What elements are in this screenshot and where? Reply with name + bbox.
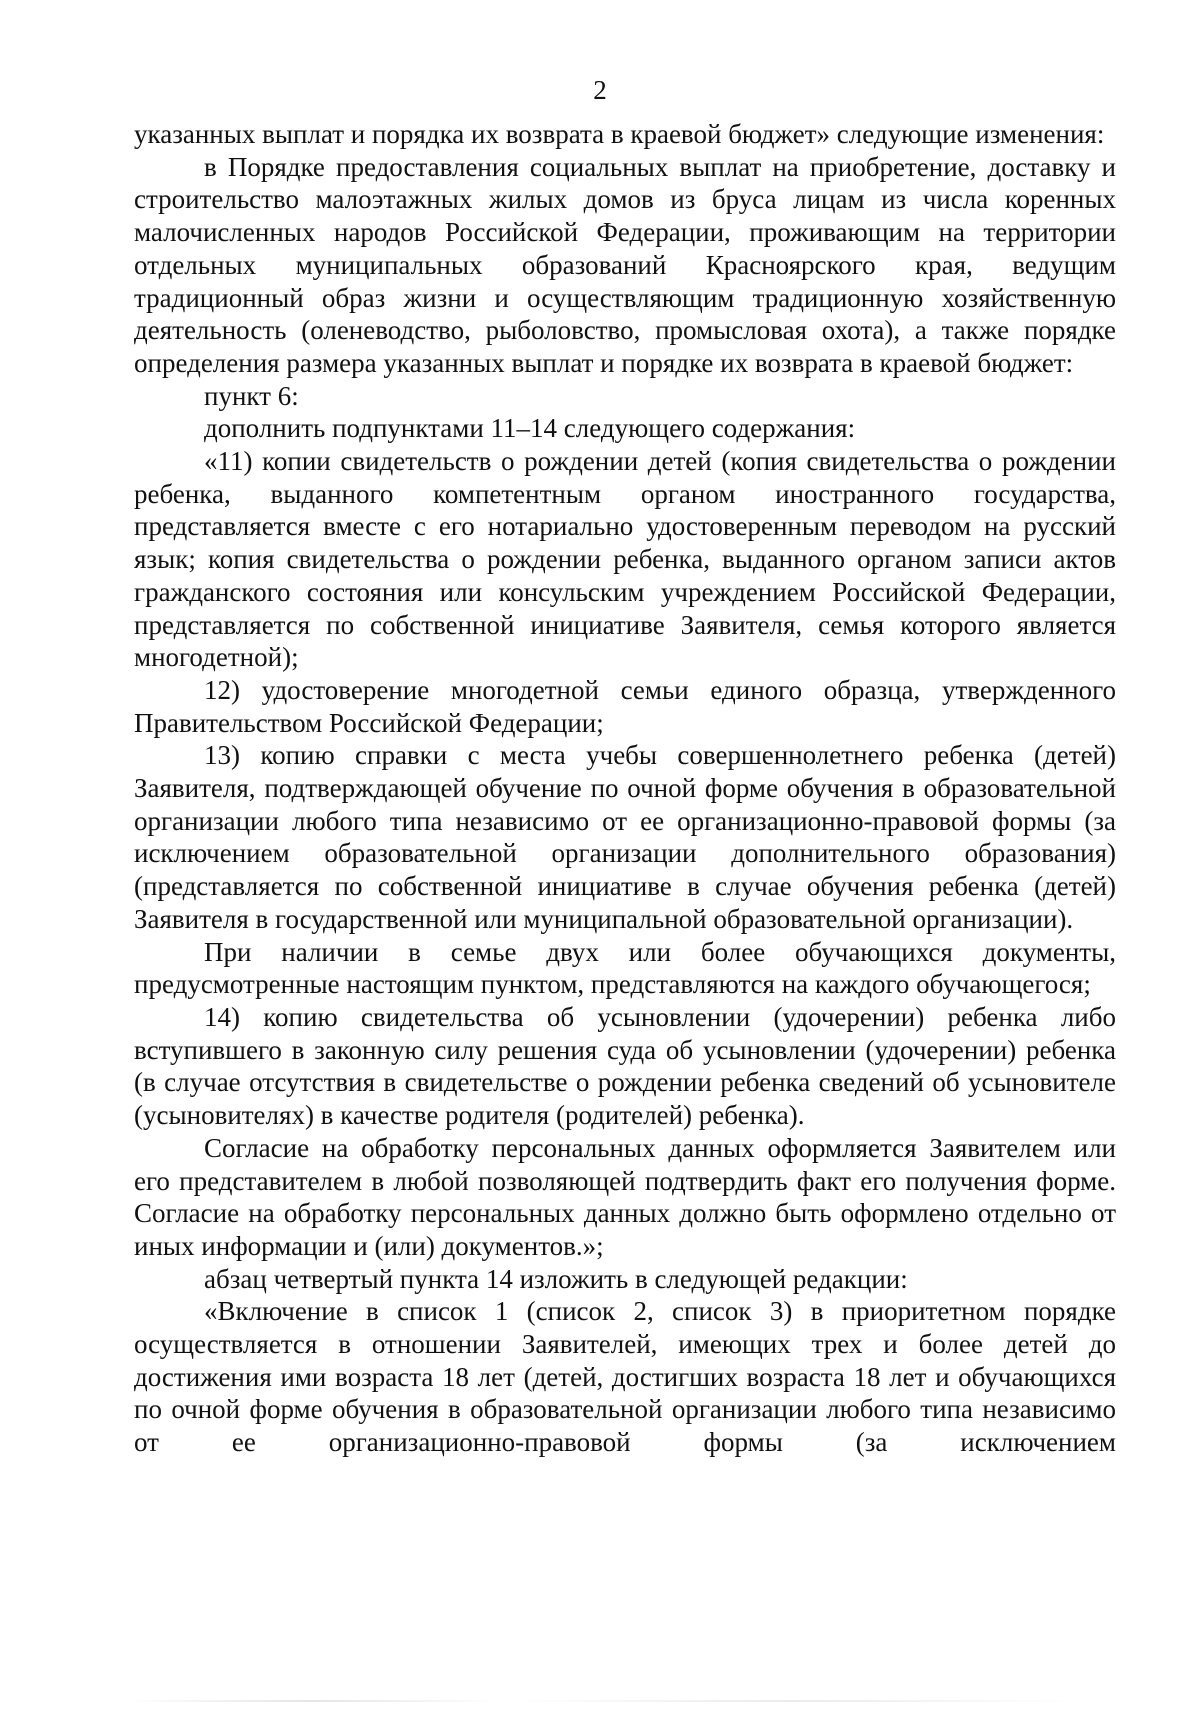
paragraph-multiple-students: При наличии в семье двух или более обучающихся документы, предусмотренные настоящим пунктом, представляются на каждого обучающегося; — [134, 936, 1116, 1000]
paragraph-priority-inclusion: «Включение в список 1 (список 2, список 3) в приоритетном порядке осуществляется в отношении Заявителей, имеющих трех и более детей до достижения ими возраста 18 лет (детей, достигших возраста 18 лет и обучающихся по очной форме обучения в образовательной организации любого типа независимо от ее организационно-правовой формы (за исключением — [134, 1296, 1116, 1458]
paragraph-add-subitems: дополнить подпунктами 11–14 следующего содержания: — [204, 413, 856, 444]
paragraph-procedure-title: в Порядке предоставления социальных выплат на приобретение, доставку и строительство малоэтажных жилых домов из бруса лицам из числа коренных малочисленных народов Российской Федерации, проживающим на территории отдельных муниципальных образований Красноярского края, ведущим традиционный образ жизни и осуществляющим традиционную хозяйственную деятельность (оленеводство, рыболовство, промысловая охота), а также порядке определения размера указанных выплат и порядке их возврата в краевой бюджет: — [134, 151, 1116, 378]
paragraph-item-14-amendment: абзац четвертый пункта 14 изложить в следующей редакции: — [204, 1263, 908, 1294]
paragraph-consent: Согласие на обработку персональных данных оформляется Заявителем или его представителем в любой позволяющей подтвердить факт его получения форме. Согласие на обработку персональных данных должно быть оформлено отдельно от иных информации и (или) документов.»; — [134, 1132, 1116, 1261]
paragraph-subitem-12: 12) удостоверение многодетной семьи единого образца, утвержденного Правительством Российской Федерации; — [134, 674, 1116, 738]
page-number: 2 — [593, 75, 607, 105]
scan-edge-artifact — [120, 1700, 1080, 1702]
paragraph-subitem-11: «11) копии свидетельств о рождении детей (копия свидетельства о рождении ребенка, выданного компетентным органом иностранного государства, представляется вместе с его нотариально удостоверенным переводом на русский язык; копия свидетельства о рождении ребенка, выданного органом записи актов гражданского состояния или консульским учреждением Российской Федерации, представляется по собственной инициативе Заявителя, семья которого является многодетной); — [134, 446, 1116, 673]
paragraph-continuation: указанных выплат и порядка их возврата в краевой бюджет» следующие изменения: — [134, 119, 1105, 149]
document-body — [134, 118, 1116, 1459]
paragraph-subitem-13: 13) копию справки с места учебы совершеннолетнего ребенка (детей) Заявителя, подтверждающей обучение по очной форме обучения в образовательной организации любого типа независимо от ее организационно-правовой формы (за исключением образовательной организации дополнительного образования) (представляется по собственной инициативе в случае обучения ребенка (детей) Заявителя в государственной или муниципальной образовательной организации). — [134, 740, 1116, 934]
paragraph-subitem-14: 14) копию свидетельства об усыновлении (удочерении) ребенка либо вступившего в законную силу решения суда об усыновлении (удочерении) ребенка (в случае отсутствия в свидетельстве о рождении ребенка сведений об усыновителе (усыновителях) в качестве родителя (родителей) ребенка). — [134, 1001, 1116, 1131]
paragraph-item-6: пункт 6: — [204, 380, 299, 411]
